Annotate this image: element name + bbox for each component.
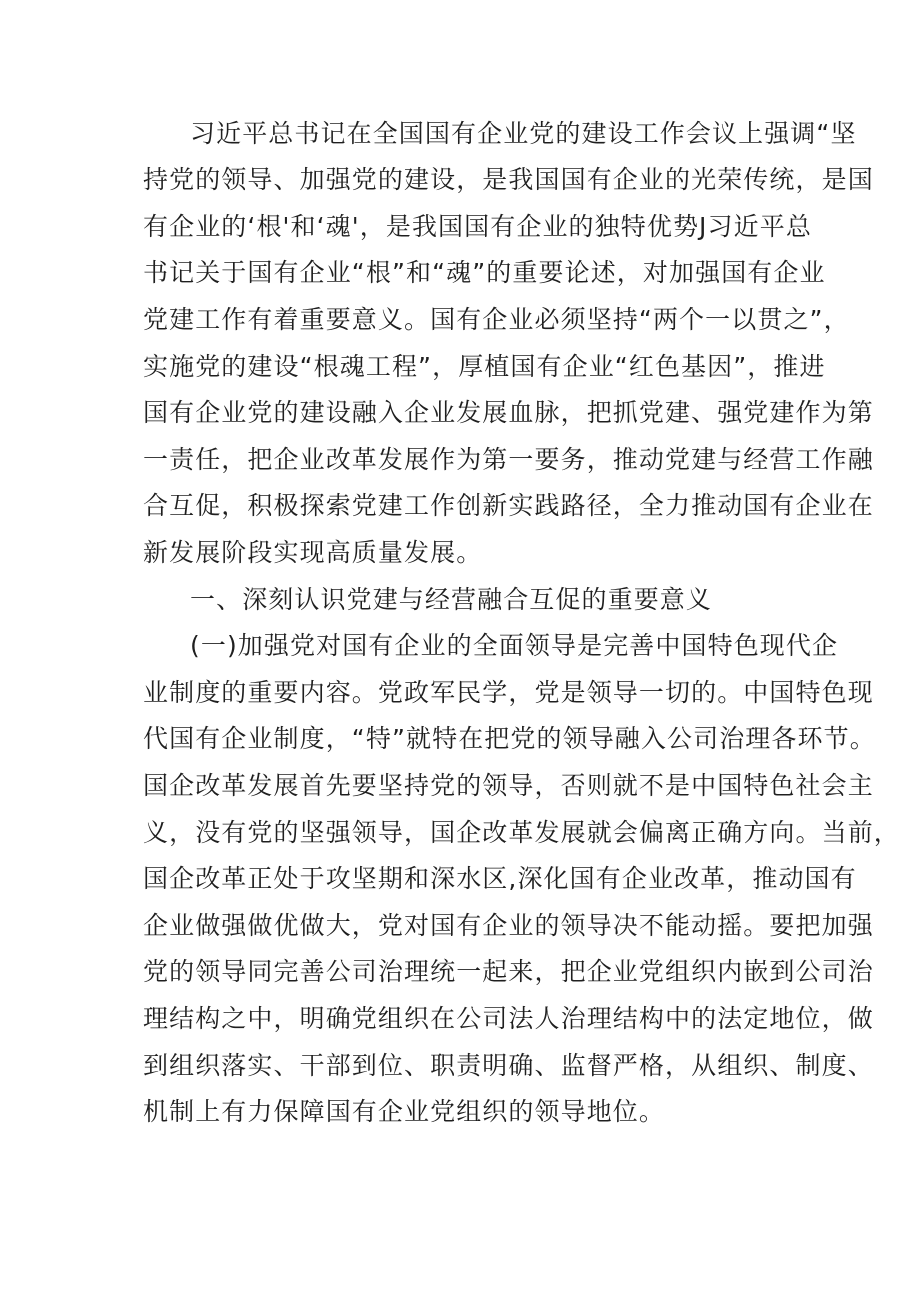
paragraph-line: 持党的领导、加强党的建设，是我国国有企业的光荣传统，是国 [143, 165, 874, 194]
section-heading: 一、深刻认识党建与经营融合互促的重要意义 [190, 585, 713, 614]
paragraph-line: 企业做强做优做大，党对国有企业的领导决不能动摇。要把加强 [143, 911, 874, 940]
paragraph-line: 代国有企业制度，“特”就特在把党的领导融入公司治理各环节。 [143, 724, 876, 753]
paragraph-line: 习近平总书记在全国国有企业党的建设工作会议上强调“坚 [190, 119, 857, 148]
paragraph-line: 国有企业党的建设融入企业发展血脉，把抓党建、强党建作为第 [143, 398, 874, 427]
paragraph-line: 书记关于国有企业“根”和“魂”的重要论述，对加强国有企业 [143, 258, 826, 287]
paragraph-line: 机制上有力保障国有企业党组织的领导地位。 [143, 1097, 666, 1126]
paragraph-line: 义，没有党的坚强领导，国企改革发展就会偏离正确方向。当前， [143, 818, 900, 847]
paragraph-line: 业制度的重要内容。党政军民学，党是领导一切的。中国特色现 [143, 678, 874, 707]
paragraph-line: 新发展阶段实现高质量发展。 [143, 538, 483, 567]
paragraph-line: 有企业的‘根'和‘魂'，是我国国有企业的独特优势J习近平总 [143, 212, 812, 241]
paragraph-line: 合互促，积极探索党建工作创新实践路径，全力推动国有企业在 [143, 491, 874, 520]
paragraph-line: 国企改革发展首先要坚持党的领导，否则就不是中国特色社会主 [143, 771, 874, 800]
paragraph-line: 实施党的建设“根魂工程”，厚植国有企业“红色基因”，推进 [143, 352, 826, 381]
paragraph-line: 国企改革正处于攻坚期和深水区,深化国有企业改革，推动国有 [143, 864, 857, 893]
paragraph-line: 党的领导同完善公司治理统一起来，把企业党组织内嵌到公司治 [143, 957, 874, 986]
paragraph-line: 理结构之中，明确党组织在公司法人治理结构中的法定地位，做 [143, 1004, 874, 1033]
paragraph-line: 到组织落实、干部到位、职责明确、监督严格，从组织、制度、 [143, 1051, 874, 1080]
paragraph-line: 党建工作有着重要意义。国有企业必须坚持“两个一以贯之”， [143, 305, 850, 334]
paragraph-line: (一)加强党对国有企业的全面领导是完善中国特色现代企 [190, 631, 839, 660]
paragraph-line: 一责任，把企业改革发展作为第一要务，推动党建与经营工作融 [143, 445, 874, 474]
